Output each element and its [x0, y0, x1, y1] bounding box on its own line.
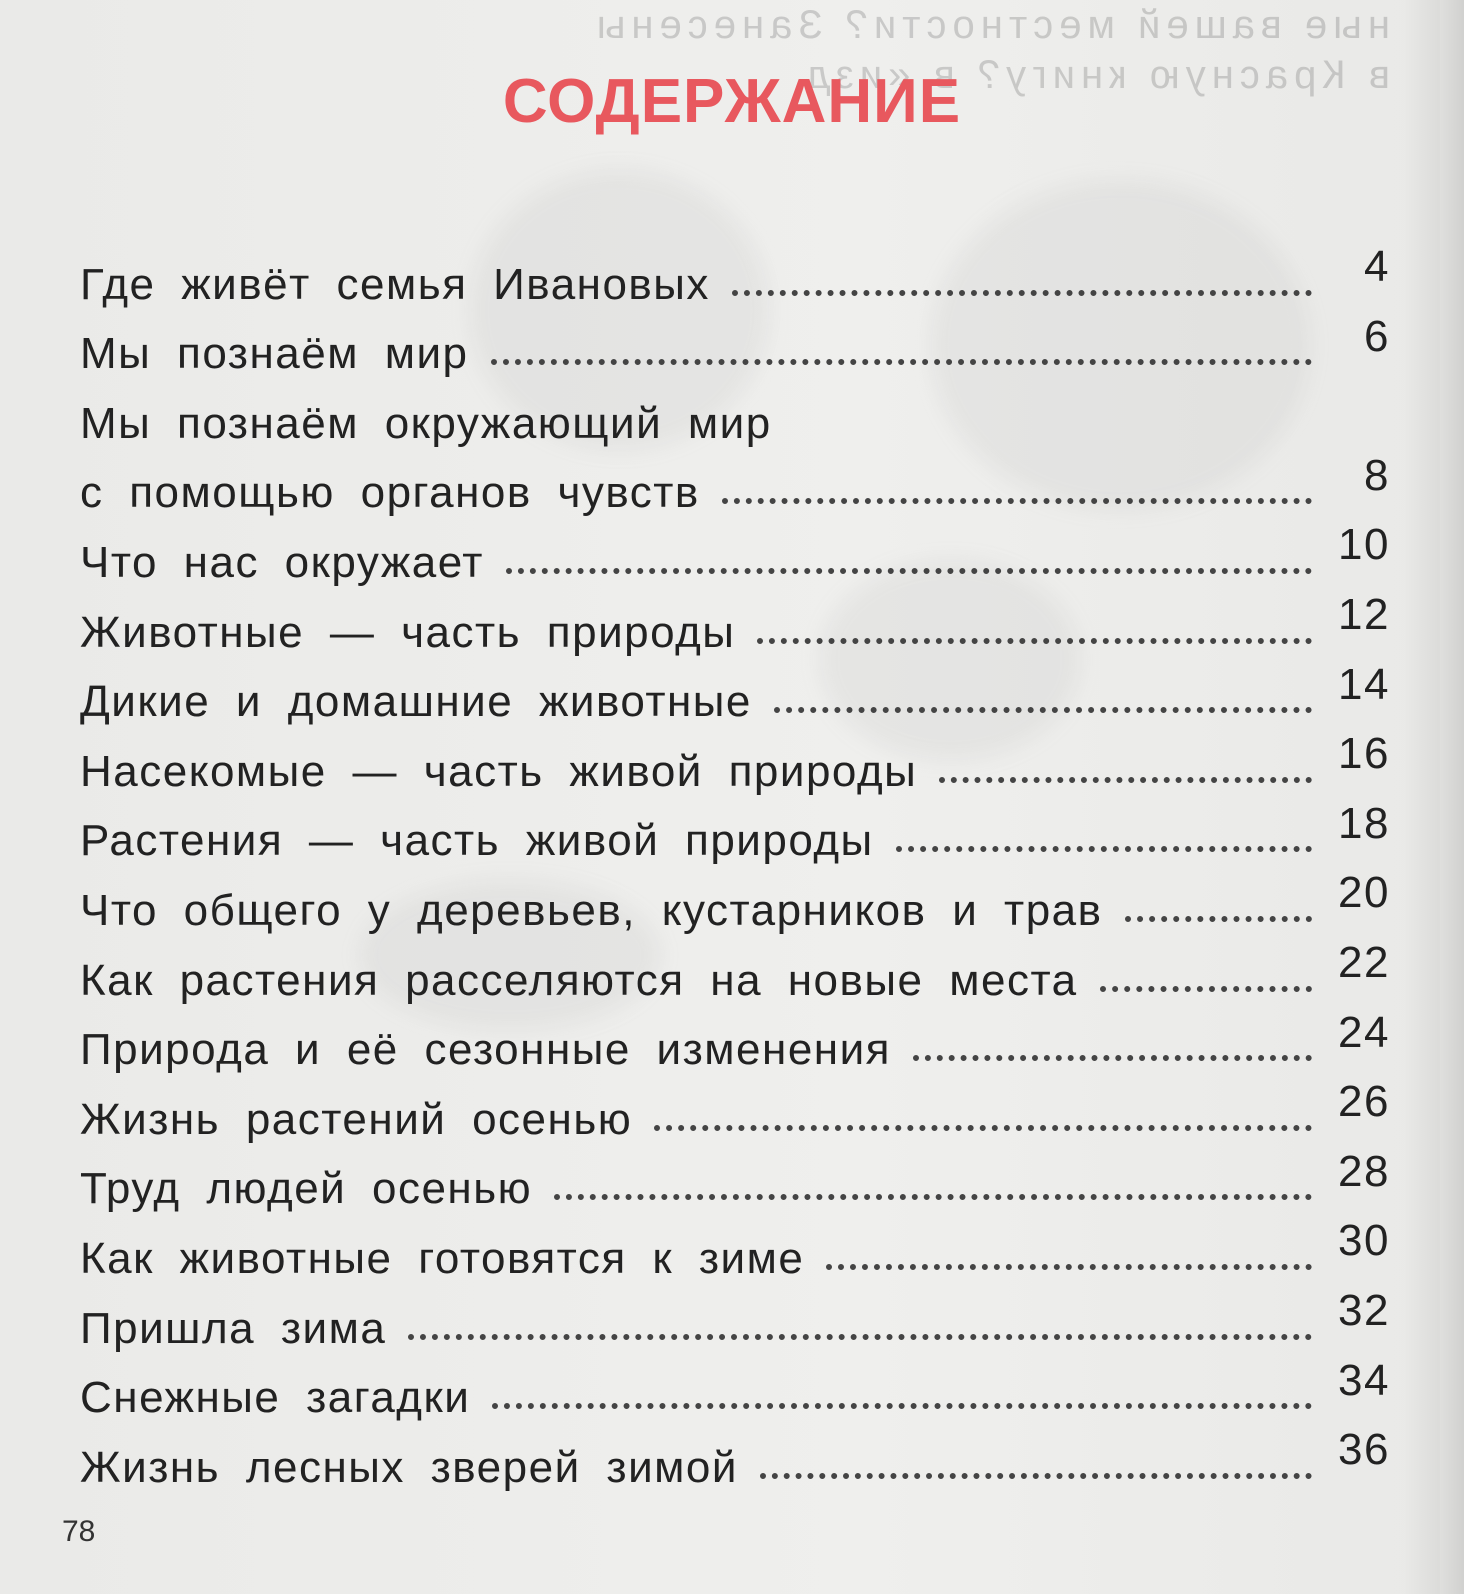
toc-entry-title: Где живёт семья Ивановых [80, 259, 710, 309]
toc-entry-title: Жизнь лесных зверей зимой [80, 1442, 738, 1492]
toc-entry-page [1326, 379, 1390, 381]
dot-leader [506, 567, 1312, 574]
toc-entry-page: 30 [1338, 1216, 1390, 1266]
toc-entry-page: 34 [1338, 1355, 1390, 1405]
toc-entry-page: 26 [1338, 1077, 1390, 1127]
dot-leader [913, 1054, 1312, 1061]
toc-entry[interactable] [80, 1075, 1390, 1145]
dot-leader [722, 497, 1312, 504]
dot-leader [732, 289, 1312, 296]
toc-entry-page: 16 [1338, 729, 1390, 779]
toc-entry[interactable] [80, 797, 1390, 867]
toc-entry-page: 36 [1338, 1425, 1390, 1475]
toc-entry-title: Как растения расселяются на новые места [80, 955, 1078, 1005]
page-edge-shadow [1404, 0, 1464, 1594]
toc-entry-title: Снежные загадки [80, 1373, 471, 1423]
toc-entry-page: 28 [1338, 1146, 1390, 1196]
toc-entry[interactable] [80, 727, 1390, 797]
dot-leader [1100, 985, 1312, 992]
toc-entry-page: 20 [1338, 868, 1390, 918]
toc-entry-page: 10 [1338, 520, 1390, 570]
dot-leader [1125, 915, 1312, 922]
dot-leader [939, 776, 1312, 783]
toc-entry-title: Пришла зима [80, 1303, 387, 1353]
table-of-contents [80, 240, 1390, 1493]
dot-leader [896, 845, 1312, 852]
toc-entry-title: Растения — часть живой природы [80, 816, 874, 866]
bleed-through-line-2: в Красную книгу? в «изд [801, 53, 1390, 97]
page-title: СОДЕРЖАНИЕ [502, 67, 962, 136]
dot-leader [794, 434, 1312, 435]
toc-entry[interactable] [80, 936, 1390, 1006]
toc-entry-title: Что общего у деревьев, кустарников и трав [80, 885, 1103, 935]
toc-entry-title: с помощью органов чувств [80, 468, 700, 518]
toc-entry[interactable] [80, 240, 1390, 310]
toc-entry-page: 8 [1364, 450, 1390, 500]
toc-entry-page: 4 [1364, 242, 1390, 291]
toc-entry[interactable] [80, 658, 1390, 728]
toc-entry-page: 24 [1338, 1007, 1390, 1057]
toc-entry[interactable] [80, 518, 1390, 588]
toc-entry-title: Мы познаём мир [80, 329, 469, 379]
toc-entry[interactable] [80, 1214, 1390, 1284]
toc-entry-title: Труд людей осенью [80, 1164, 533, 1214]
toc-entry-page: 32 [1338, 1285, 1390, 1335]
toc-entry-title: Жизнь растений осенью [80, 1094, 633, 1144]
dot-leader [491, 358, 1313, 365]
dot-leader [492, 1402, 1312, 1409]
toc-entry[interactable] [80, 1006, 1390, 1076]
toc-entry-title: Дикие и домашние животные [80, 677, 752, 727]
toc-entry[interactable] [80, 1145, 1390, 1215]
toc-entry[interactable] [80, 588, 1390, 658]
toc-entry[interactable] [80, 1423, 1390, 1493]
toc-entry-title: Насекомые — часть живой природы [80, 746, 918, 796]
toc-entry-page: 6 [1364, 311, 1390, 361]
toc-entry-title: Как животные готовятся к зиме [80, 1233, 805, 1283]
toc-entry[interactable] [80, 310, 1390, 380]
page-number: 78 [62, 1515, 96, 1548]
dot-leader [774, 706, 1312, 713]
toc-entry[interactable] [80, 1284, 1390, 1354]
bleed-through-line-1: ные вашей местности? Занесены [590, 3, 1390, 47]
dot-leader [554, 1193, 1312, 1200]
toc-entry[interactable] [80, 449, 1390, 519]
toc-entry-page: 18 [1338, 798, 1390, 848]
toc-entry-title: Природа и её сезонные изменения [80, 1025, 892, 1075]
dot-leader [408, 1333, 1312, 1340]
dot-leader [760, 1472, 1312, 1479]
toc-entry-page: 12 [1338, 589, 1390, 639]
toc-entry[interactable] [80, 379, 1390, 449]
toc-entry-title: Мы познаём окружающий мир [80, 398, 772, 448]
toc-entry[interactable] [80, 1354, 1390, 1424]
dot-leader [654, 1124, 1312, 1131]
toc-entry-title: Животные — часть природы [80, 607, 736, 657]
toc-entry-page: 14 [1338, 659, 1390, 709]
dot-leader [826, 1263, 1312, 1270]
toc-entry-title: Что нас окружает [80, 537, 484, 587]
dot-leader [757, 637, 1312, 644]
toc-entry-page: 22 [1338, 937, 1390, 987]
toc-entry[interactable] [80, 866, 1390, 936]
